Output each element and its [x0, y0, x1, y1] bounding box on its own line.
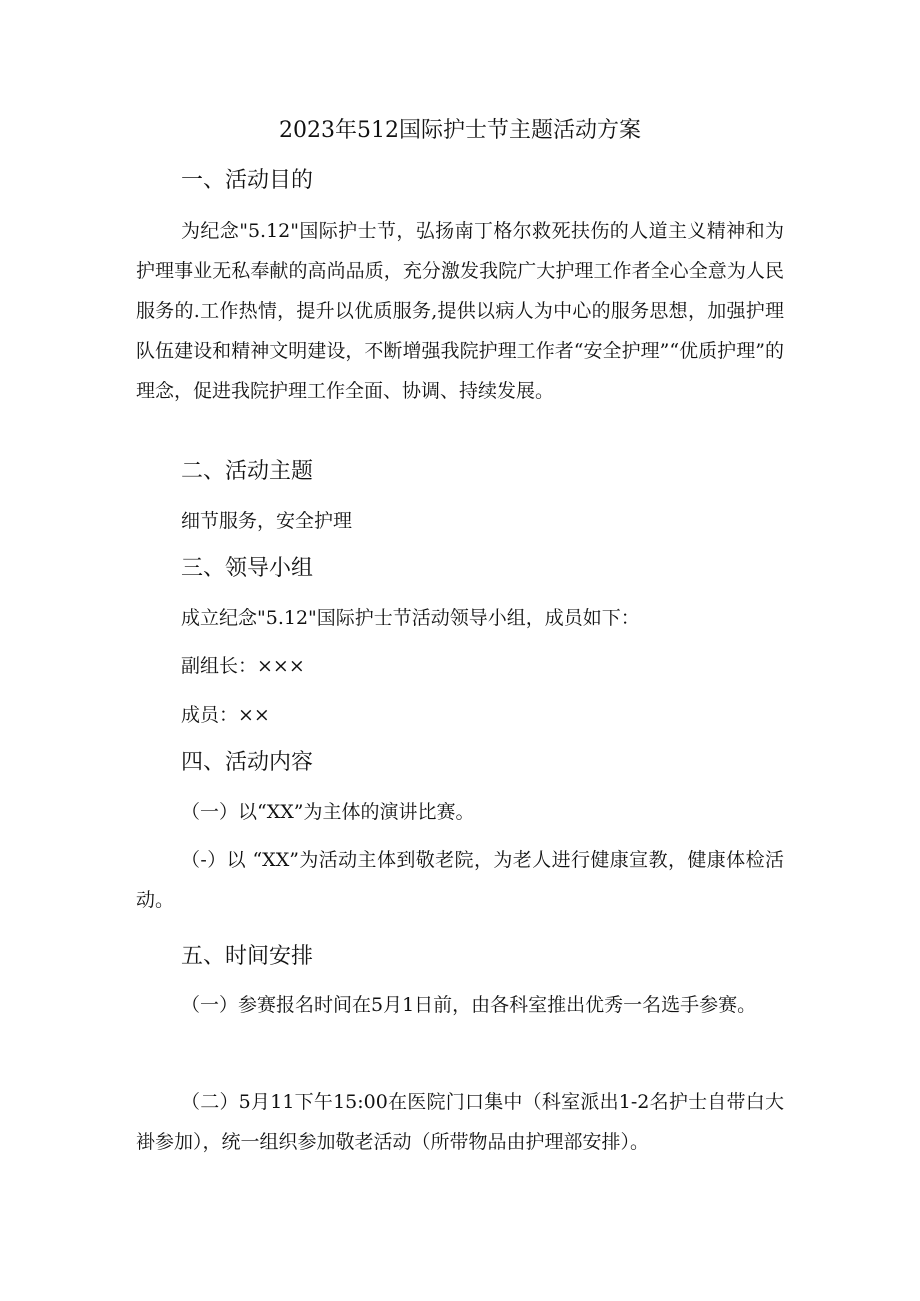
- section-heading-leadership: 三、领导小组: [181, 556, 314, 581]
- section-heading-purpose: 一、活动目的: [181, 168, 314, 193]
- section-heading-theme: 二、活动主题: [181, 459, 314, 484]
- section-heading-schedule: 五、时间安排: [181, 944, 314, 969]
- section-heading-content: 四、活动内容: [181, 750, 314, 775]
- purpose-paragraph: 为纪念"5.12"国际护士节，弘扬南丁格尔救死扶伤的人道主义精神和为护理事业无私奉献的高尚品质，充分激发我院广大护理工作者全心全意为人民服务的.工作热情，提升以优质服务,提供以病人为中心的服务思想，加强护理队伍建设和精神文明建设，不断增强我院护理工作者“安全护理”“优质护理”的理念，促进我院护理工作全面、协调、持续发展。: [136, 220, 784, 402]
- document-title: 2023年512国际护士节主题活动方案: [279, 118, 641, 143]
- leadership-intro: 成立纪念"5.12"国际护士节活动领导小组，成员如下：: [181, 607, 640, 629]
- content-item-nursing-home: （-）以 “XX”为活动主体到敬老院，为老人进行健康宣教，健康体检活动。: [136, 849, 784, 911]
- members-line: 成员：××: [181, 704, 270, 726]
- deputy-leader-line: 副组长：×××: [181, 655, 305, 677]
- schedule-item-gathering: （二）5月11下午15:00在医院门口集中（科室派出1-2名护士自带白大褂参加），统一组织参加敬老活动（所带物品由护理部安排）。: [136, 1091, 784, 1153]
- theme-text: 细节服务，安全护理: [181, 510, 353, 532]
- content-item-speech: （一）以“XX”为主体的演讲比赛。: [181, 801, 475, 823]
- schedule-item-registration: （一）参赛报名时间在5月1日前，由各科室推出优秀一名选手参赛。: [181, 994, 757, 1016]
